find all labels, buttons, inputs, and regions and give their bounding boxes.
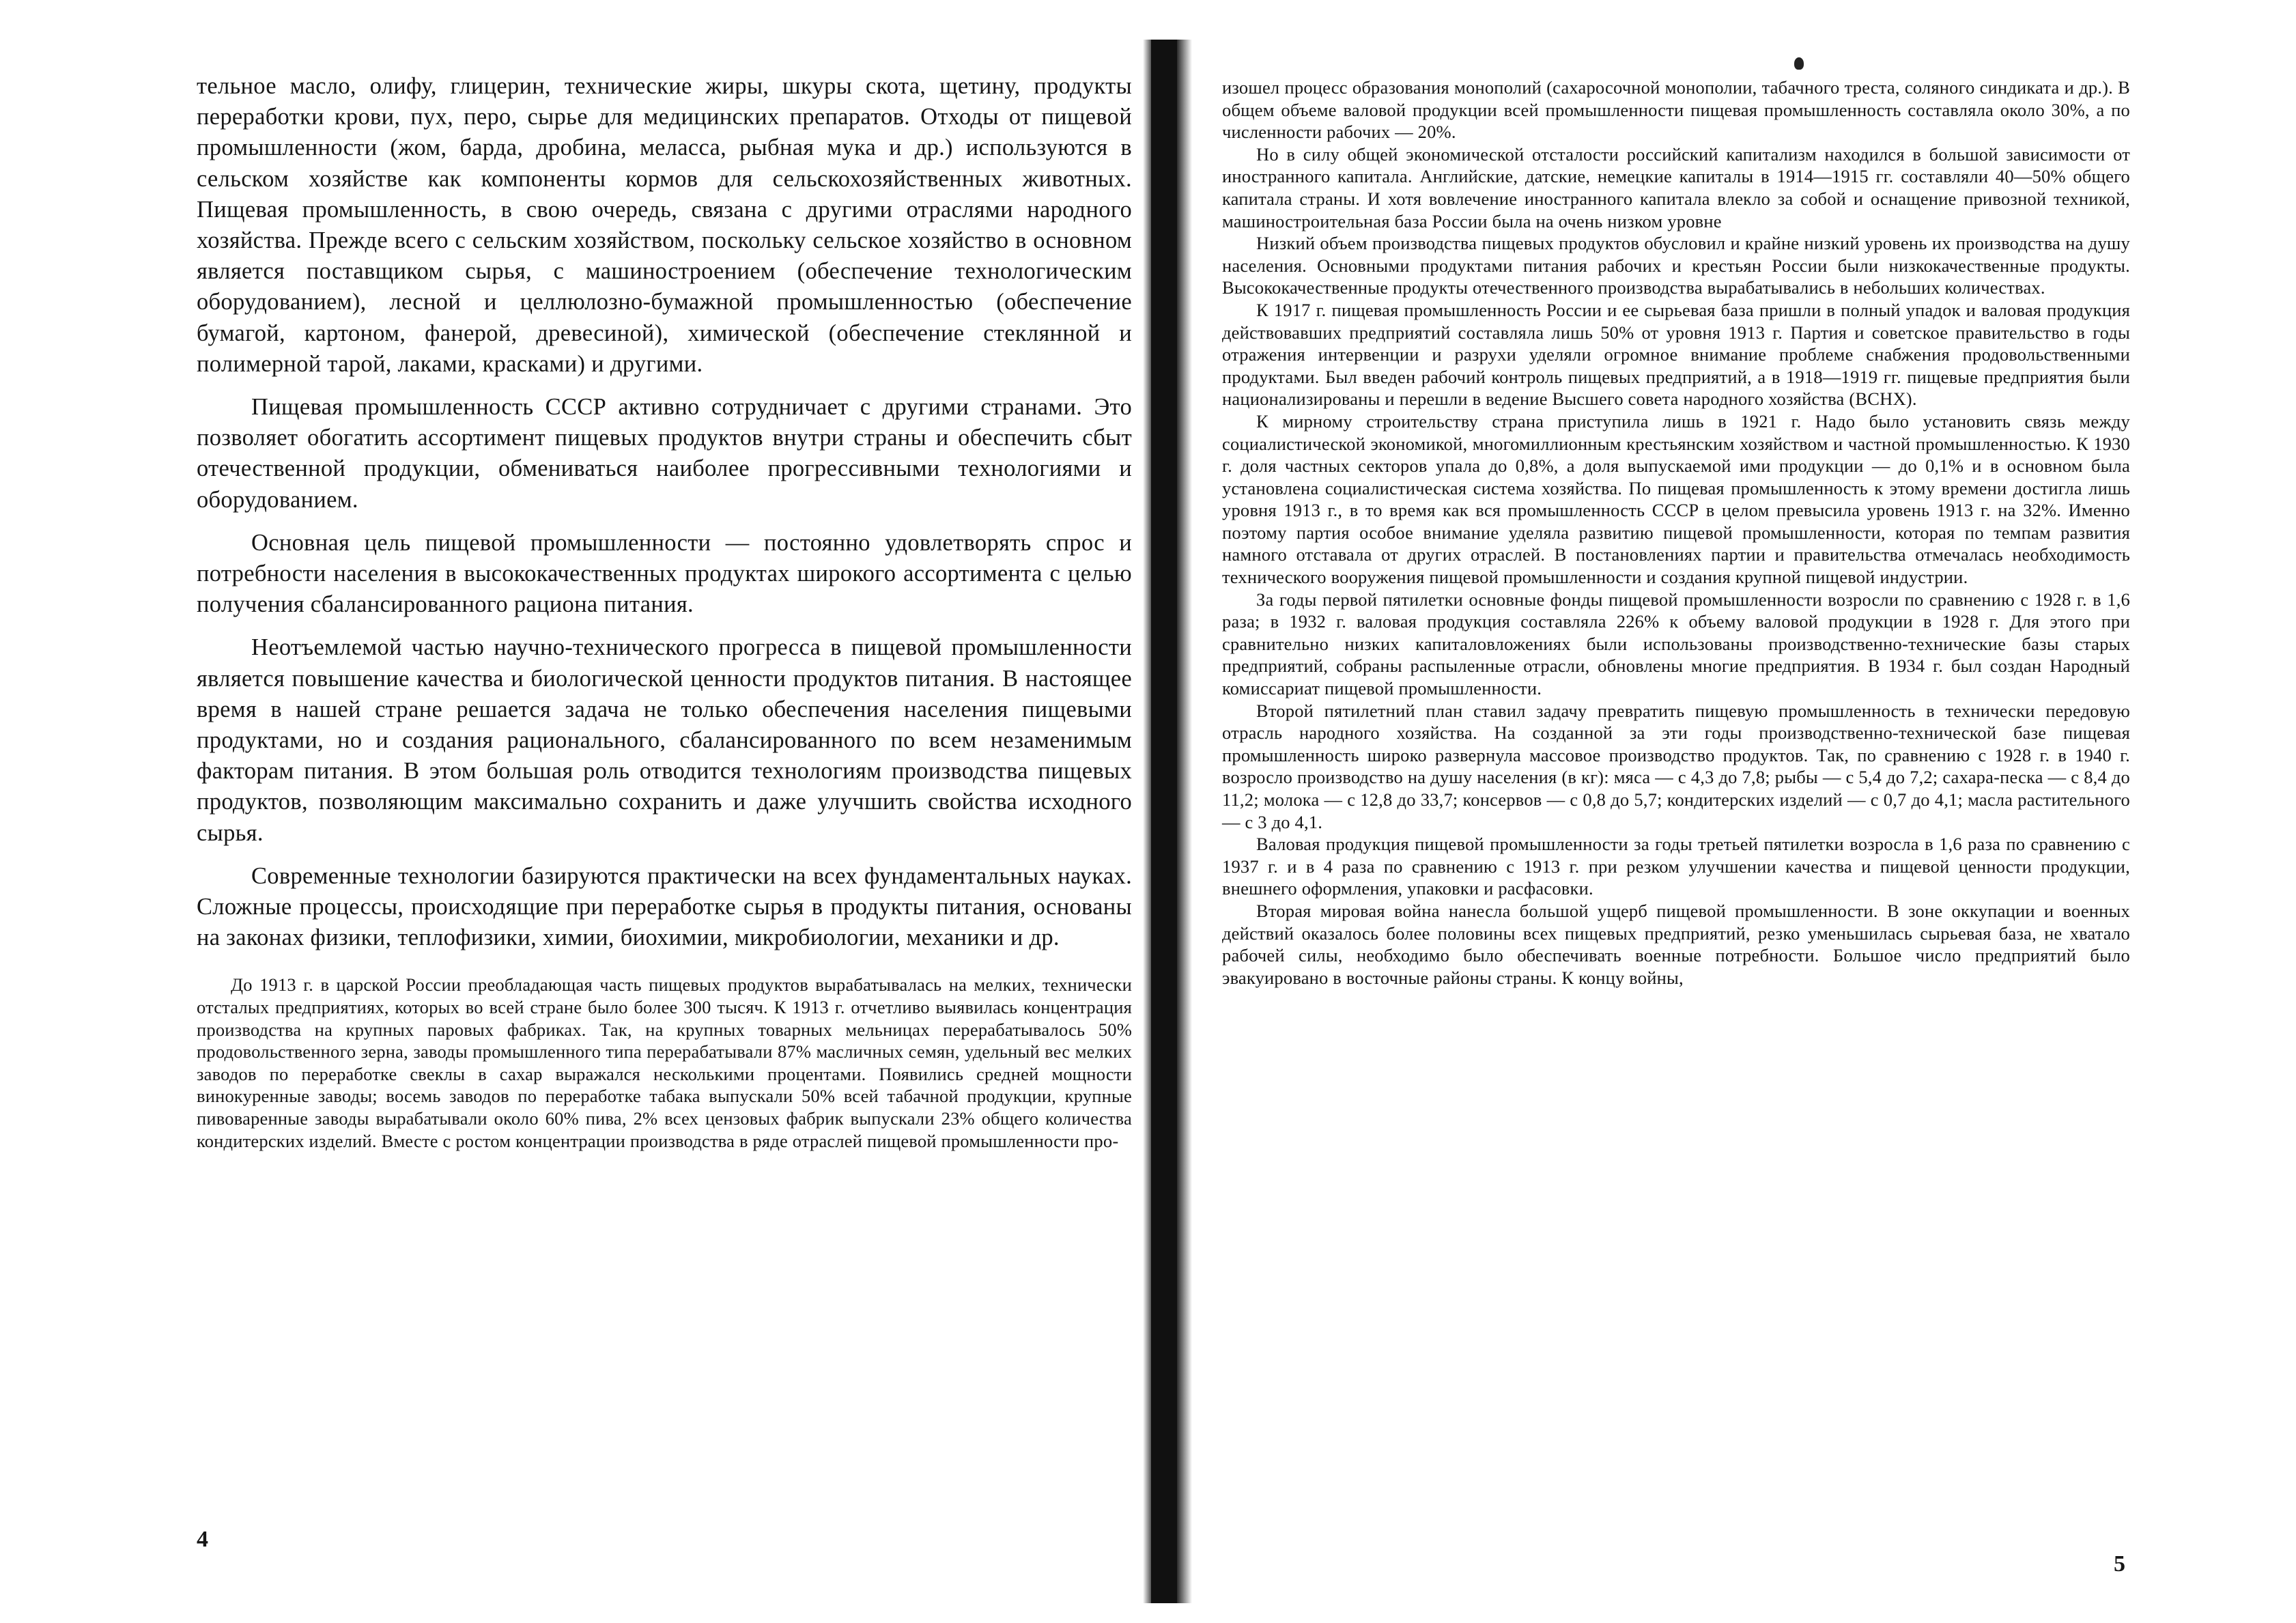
book-spine-shadow [1177, 40, 1192, 1603]
print-blot [1794, 57, 1804, 70]
paragraph: Низкий объем производства пищевых продуктов обусловил и крайне низкий уровень их производства на душу населения. Основными продуктами питания рабочих и крестьян России были низкокачественные продукты. Высококачественные продукты отечественного производства вырабатывались в небольших количествах. [1222, 233, 2130, 298]
right-page [1222, 76, 2130, 989]
paragraph: Валовая продукция пищевой промышленности за годы третьей пятилетки возросла в 1,6 раза по сравнению с 1937 г. и в 4 раза по сравнению с 1913 г. при резком улучшении качества и пищевой ценности продукции, внешнего оформления, упаковки и расфасовки. [1222, 834, 2130, 899]
page-number: 4 [197, 1527, 208, 1552]
paragraph: тельное масло, олифу, глицерин, технические жиры, шкуры скота, щетину, продукты переработки крови, пух, перо, сырье для медицинских препаратов. Отходы от пищевой промышленности (жом, барда, дробина, меласса, рыбная мука и др.) используются в сельском хозяйстве как компоненты кормов для сельскохозяйственных животных. Пищевая промышленность, в свою очередь, связана с другими отраслями народного хозяйства. Прежде всего с сельским хозяйством, поскольку сельское хозяйство в основном является поставщиком сырья, с машиностроением (обеспечение технологическим оборудованием), лесной и целлюлозно-бумажной промышленностью (обеспечение бумагой, картоном, фанерой, древесиной), химической (обеспечение стеклянной и полимерной тарой, лаками, красками) и другими. [197, 73, 1132, 377]
left-page [197, 71, 1132, 1152]
paragraph: За годы первой пятилетки основные фонды пищевой промышленности возросли по сравнению с 1928 г. в 1,6 раза; в 1932 г. валовая продукция составляла 226% к объему валовой продукции в 1928 г. Для этого при сравнительно низких капиталовложениях были использованы производственно-технические базы старых предприятий, собраны распыленные отрасли, обновлены многие предприятия. В 1934 г. был создан Народный комиссариат пищевой промышленности. [1222, 589, 2130, 699]
paragraph: К мирному строительству страна приступила лишь в 1921 г. Надо было установить связь между социалистической экономикой, многомиллионным крестьянским хозяйством и частной промышленностью. К 1930 г. доля частных секторов упала до 0,8%, а доля выпускаемой ими продукции — до 0,1% и в основном была установлена социалистическая система хозяйства. По пищевая промышленность к этому времени достигла лишь уровня 1913 г., в то время как вся промышленность СССР в целом превысила уровень 1913 г. на 32%. Именно поэтому партия особое внимание уделяла развитию пищевой промышленности, которая по темпам развития намного отставала от других отраслей. В постановлениях партии и правительства отмечалась необходимость технического вооружения пищевой промышленности и создания крупной пищевой индустрии. [1222, 410, 2130, 588]
paragraph: Вторая мировая война нанесла большой ущерб пищевой промышленности. В зоне оккупации и военных действий оказалось более половины всех пищевых предприятий, резко уменьшилась сырьевая база, не хватало рабочей силы, необходимо было обеспечивать военные потребности. Большое число предприятий было эвакуировано в восточные районы страны. К концу войны, [1222, 900, 2130, 988]
small-print-paragraph: До 1913 г. в царской России преобладающая часть пищевых продуктов вырабатывалась на мелких, технически отсталых предприятиях, которых во всей стране было более 300 тысяч. К 1913 г. отчетливо выявилась концентрация производства на крупных паровых фабриках. Так, на крупных товарных мельницах перерабатывалось 50% продовольственного зерна, заводы промышленного типа перерабатывали 87% масличных семян, удельный вес мелких заводов по переработке свеклы в сахар выражался несколькими процентами. Появились средней мощности винокуренные заводы; восемь заводов по переработке табака выпускали 50% всей табачной продукции, крупные пивоваренные заводы вырабатывали около 60% пива, 2% всех цензовых фабрик выпускали 23% общего количества кондитерских изделий. Вместе с ростом концентрации производства в ряде отраслей пищевой промышленности про- [197, 974, 1132, 1151]
paragraph: изошел процесс образования монополий (сахаросочной монополии, табачного треста, соляного синдиката и др.). В общем объеме валовой продукции всей промышленности пищевая промышленность составляла около 30%, а по численности рабочих — 20%. [1222, 77, 2130, 143]
paragraph: К 1917 г. пищевая промышленность России и ее сырьевая база пришли в полный упадок и валовая продукция действовавших предприятий составляла лишь 50% от уровня 1913 г. Партия и советское правительство в годы отражения интервенции и разрухи уделяли огромное внимание проблеме снабжения продовольственными продуктами. Был введен рабочий контроль пищевых предприятий, а в 1918—1919 гг. пищевые предприятия были национализированы и перешли в ведение Высшего совета народного хозяйства (ВСНХ). [1222, 299, 2130, 410]
paragraph: Современные технологии базируются практически на всех фундаментальных науках. Сложные процессы, происходящие при переработке сырья в продукты питания, основаны на законах физики, теплофизики, химии, биохимии, микробиологии, механики и др. [197, 862, 1132, 951]
paragraph: Неотъемлемой частью научно-технического прогресса в пищевой промышленности является повышение качества и биологической ценности продуктов питания. В настоящее время в нашей стране решается задача не только обеспечения населения пищевыми продуктами, но и создания рационального, сбалансированного по всем незаменимым факторам питания. В этом большая роль отводится технологиям производства пищевых продуктов, позволяющим максимально сохранить и даже улучшить свойства исходного сырья. [197, 634, 1132, 846]
page-number: 5 [2114, 1551, 2125, 1577]
paragraph: Но в силу общей экономической отсталости российский капитализм находился в большой зависимости от иностранного капитала. Английские, датские, немецкие капиталы в 1914—1915 гг. составляли 40—50% общего капитала страны. И хотя вовлечение иностранного капитала влекло за собой и оснащение привозной техникой, машиностроительная база России была на очень низком уровне [1222, 143, 2130, 231]
paragraph: Второй пятилетний план ставил задачу превратить пищевую промышленность в технически передовую отрасль народного хозяйства. На созданной за эти годы производственно-технической базе пищевая промышленность широко развернула массовое производство продуктов. Так, по сравнению с 1928 г. в 1940 г. возросло производство на душу населения (в кг): мяса — с 4,3 до 7,8; рыбы — с 5,4 до 7,2; сахара-песка — с 8,4 до 11,2; молока — с 12,8 до 33,7; консервов — с 0,8 до 5,7; кондитерских изделий — с 0,7 до 4,1; масла растительного — с 3 до 4,1. [1222, 700, 2130, 832]
paragraph: Основная цель пищевой промышленности — постоянно удовлетворять спрос и потребности населения в высококачественных продуктах широкого ассортимента с целью получения сбалансированного рациона питания. [197, 529, 1132, 618]
book-spine [1151, 40, 1178, 1603]
paragraph: Пищевая промышленность СССР активно сотрудничает с другими странами. Это позволяет обогатить ассортимент пищевых продуктов внутри страны и обеспечить сбыт отечественной продукции, обмениваться наиболее прогрессивными технологиями и оборудованием. [197, 394, 1132, 513]
